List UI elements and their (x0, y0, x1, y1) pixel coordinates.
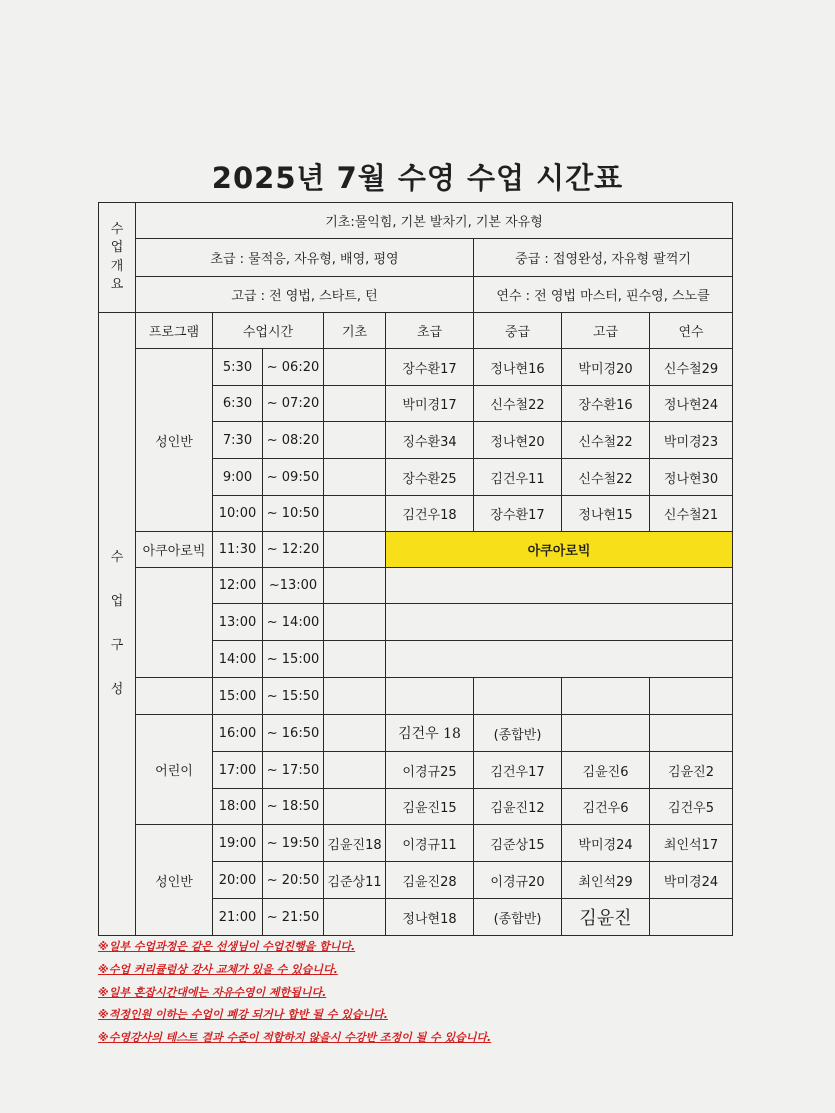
time-end: ~ 18:50 (263, 789, 324, 825)
cell-basic (324, 422, 386, 459)
time-end: ~ 17:50 (263, 752, 324, 789)
time-start: 16:00 (213, 715, 263, 752)
cell-training: 김윤진2 (650, 752, 733, 789)
cell-advanced: 김건우6 (562, 789, 650, 825)
time-end: ~ 15:50 (263, 678, 324, 715)
time-end: ~ 21:50 (263, 899, 324, 936)
overview-side-label: 수 업 개 요 (99, 203, 136, 313)
time-start: 21:00 (213, 899, 263, 936)
time-end: ~ 07:20 (263, 386, 324, 422)
cell-basic (324, 496, 386, 532)
time-start: 11:30 (213, 532, 263, 568)
cell-basic (324, 568, 386, 604)
cell-intermediate: 정나현20 (474, 422, 562, 459)
cell-basic: 김준상11 (324, 862, 386, 899)
cell-training (650, 678, 733, 715)
cell-training: 김건우5 (650, 789, 733, 825)
time-end: ~ 19:50 (263, 825, 324, 862)
time-end: ~ 14:00 (263, 604, 324, 641)
cell-basic: 김윤진18 (324, 825, 386, 862)
cell-intermediate: 장수환17 (474, 496, 562, 532)
notes-list (98, 936, 758, 1050)
overview-row-basic (99, 203, 733, 239)
time-start: 12:00 (213, 568, 263, 604)
program-adult-morning: 성인반 (136, 349, 213, 532)
cell-training: 신수철21 (650, 496, 733, 532)
cell-advanced: 신수철22 (562, 422, 650, 459)
overview-basic: 기초:물익힘, 기본 발차기, 기본 자유형 (136, 203, 733, 239)
cell-advanced (562, 678, 650, 715)
note-item: ※일부 수업과정은 같은 선생님이 수업진행을 합니다. (98, 940, 356, 953)
page-title: 2025년 7월 수영 수업 시간표 (211, 161, 624, 195)
time-start: 9:00 (213, 459, 263, 496)
overview-intermediate: 중급 : 접영완성, 자유형 팔꺽기 (474, 239, 733, 277)
time-start: 6:30 (213, 386, 263, 422)
cell-intermediate (474, 678, 562, 715)
time-start: 13:00 (213, 604, 263, 641)
cell-basic (324, 349, 386, 386)
program-aqua: 아쿠아로빅 (136, 532, 213, 568)
time-end: ~ 20:50 (263, 862, 324, 899)
cell-beginner: 김윤진28 (386, 862, 474, 899)
cell-basic (324, 641, 386, 678)
cell-training: 박미경23 (650, 422, 733, 459)
cell-intermediate: (종합반) (474, 715, 562, 752)
cell-training: 정나현24 (650, 386, 733, 422)
header-advanced: 고급 (562, 313, 650, 349)
schedule-table (98, 202, 733, 936)
cell-merged (386, 604, 733, 641)
cell-beginner: 장수환17 (386, 349, 474, 386)
cell-beginner (386, 678, 474, 715)
cell-basic (324, 678, 386, 715)
time-start: 17:00 (213, 752, 263, 789)
schedule-row (99, 568, 733, 604)
note-item: ※수업 커리큘럼상 강사 교체가 있을 수 있습니다. (98, 962, 338, 976)
overview-advanced: 고급 : 전 영법, 스타트, 턴 (136, 277, 474, 313)
header-basic: 기초 (324, 313, 386, 349)
cell-intermediate: 김윤진12 (474, 789, 562, 825)
cell-intermediate: 정나현16 (474, 349, 562, 386)
cell-beginner: 김윤진15 (386, 789, 474, 825)
cell-merged (386, 641, 733, 678)
overview-beginner: 초급 : 물적응, 자유형, 배영, 평영 (136, 239, 474, 277)
note-item: ※적정인원 이하는 수업이 폐강 되거나 합반 될 수 있습니다. (98, 1008, 388, 1022)
cell-basic (324, 532, 386, 568)
cell-intermediate: 김건우11 (474, 459, 562, 496)
cell-basic (324, 386, 386, 422)
program-blank (136, 568, 213, 678)
cell-advanced: 신수철22 (562, 459, 650, 496)
header-training: 연수 (650, 313, 733, 349)
time-end: ~ 06:20 (263, 349, 324, 386)
cell-beginner: 정나현18 (386, 899, 474, 936)
overview-row-beginner (99, 239, 733, 277)
cell-beginner: 징수환34 (386, 422, 474, 459)
cell-training: 신수철29 (650, 349, 733, 386)
cell-advanced: 정나현15 (562, 496, 650, 532)
cell-training: 정나현30 (650, 459, 733, 496)
cell-basic (324, 789, 386, 825)
cell-training: 박미경24 (650, 862, 733, 899)
cell-training: 최인석17 (650, 825, 733, 862)
aqua-banner: 아쿠아로빅 (386, 532, 733, 568)
note-item: ※수영강사의 테스트 결과 수준이 적합하지 않을시 수강반 조정이 될 수 있습니다. (98, 1031, 492, 1045)
note-item: ※일부 혼잡시간대에는 자유수영이 제한됩니다. (98, 985, 327, 999)
cell-beginner: 이경규11 (386, 825, 474, 862)
cell-training (650, 899, 733, 936)
cell-basic (324, 604, 386, 641)
cell-beginner: 김건우18 (386, 496, 474, 532)
cell-beginner: 박미경17 (386, 386, 474, 422)
time-start: 18:00 (213, 789, 263, 825)
time-end: ~ 16:50 (263, 715, 324, 752)
composition-side-label: 수 업 구 성 (99, 313, 136, 936)
cell-advanced: 김윤진6 (562, 752, 650, 789)
time-start: 7:30 (213, 422, 263, 459)
cell-training (650, 715, 733, 752)
time-start: 5:30 (213, 349, 263, 386)
cell-beginner-handwritten: 김건우 18 (386, 715, 474, 752)
cell-advanced: 박미경20 (562, 349, 650, 386)
schedule-row-aqua (99, 532, 733, 568)
time-start: 14:00 (213, 641, 263, 678)
program-adult-evening: 성인반 (136, 825, 213, 936)
cell-basic (324, 899, 386, 936)
time-end: ~13:00 (263, 568, 324, 604)
cell-intermediate: 김준상15 (474, 825, 562, 862)
composition-header-row (99, 313, 733, 349)
time-start: 19:00 (213, 825, 263, 862)
time-end: ~ 08:20 (263, 422, 324, 459)
header-beginner: 초급 (386, 313, 474, 349)
schedule-row (99, 825, 733, 862)
cell-advanced: 최인석29 (562, 862, 650, 899)
cell-advanced (562, 715, 650, 752)
cell-beginner: 이경규25 (386, 752, 474, 789)
cell-basic (324, 715, 386, 752)
time-start: 10:00 (213, 496, 263, 532)
cell-intermediate: (종합반) (474, 899, 562, 936)
header-intermediate: 중급 (474, 313, 562, 349)
cell-beginner: 장수환25 (386, 459, 474, 496)
time-end: ~ 10:50 (263, 496, 324, 532)
schedule-row (99, 349, 733, 386)
header-time: 수업시간 (213, 313, 324, 349)
cell-intermediate: 신수철22 (474, 386, 562, 422)
cell-intermediate: 김건우17 (474, 752, 562, 789)
cell-basic (324, 459, 386, 496)
overview-row-advanced (99, 277, 733, 313)
time-start: 20:00 (213, 862, 263, 899)
program-children: 어린이 (136, 715, 213, 825)
program-blank (136, 678, 213, 715)
schedule-row (99, 715, 733, 752)
time-end: ~ 15:00 (263, 641, 324, 678)
header-program: 프로그램 (136, 313, 213, 349)
cell-basic (324, 752, 386, 789)
cell-merged (386, 568, 733, 604)
overview-training: 연수 : 전 영법 마스터, 핀수영, 스노클 (474, 277, 733, 313)
cell-advanced: 장수환16 (562, 386, 650, 422)
cell-intermediate: 이경규20 (474, 862, 562, 899)
time-end: ~ 12:20 (263, 532, 324, 568)
schedule-row (99, 678, 733, 715)
time-start: 15:00 (213, 678, 263, 715)
time-end: ~ 09:50 (263, 459, 324, 496)
cell-advanced-handwritten: 김윤진 (562, 899, 650, 936)
cell-advanced: 박미경24 (562, 825, 650, 862)
